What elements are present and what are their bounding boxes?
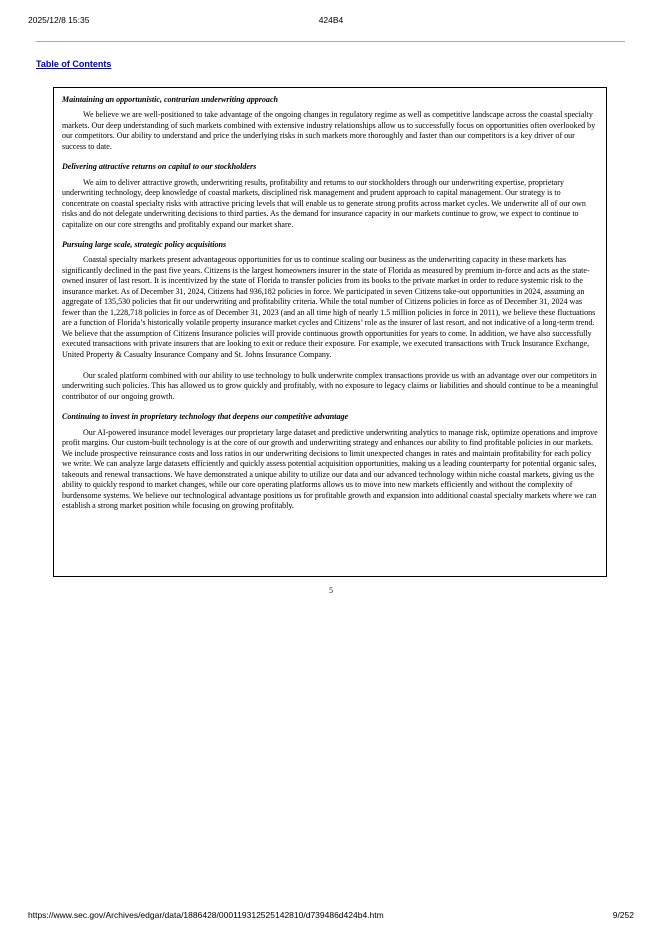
section-paragraph: Our AI-powered insurance model leverages our proprietary large dataset and predictive underwriting analytics to manage risk, optimize operations and improve profit margins. Our custom-built technology is at the core of our growth and underwriting strategy and enhances our ability to find profitable policies in our markets. We include prospective reinsurance costs and loss ratios in our underwriting decisions to limit unexpected changes in rates and maintain profitability for each policy we write. We can analyze large datasets efficiently and quickly assess potential acquisition opportunities, making us a leading counterparty for potential organic sales, takeouts and renewal transactions. We have demonstrated a unique ability to utilize our data and our advanced technology within niche coastal markets, giving us the ability to quickly respond to market changes, while our core operating platforms allows us to move into new markets efficiently and without the complexity of burdensome systems. We believe our technological advantage positions us for profitable growth and expansion into additional coastal specialty markets where we can establish a strong market position while focusing on growing profitably. <box>62 427 598 510</box>
section-paragraph: We aim to deliver attractive growth, underwriting results, profitability and returns to our stockholders through our underwriting expertise, proprietary underwriting technology, deep knowledge of coastal markets, disciplined risk management and prudent approach to capital management. Our strategy is to concentrate on coastal specialty risks with attractive pricing levels that will enable us to generate strong profits across market cycles. We underwrite all of our own risks and do not delegate underwriting decisions to third parties. As the demand for insurance capacity in our markets continue to grow, we expect to continue to capitalize on our core strengths and profitably expand our market share. <box>62 177 586 229</box>
section-heading: Continuing to invest in proprietary technology that deepens our competitive advantage <box>62 412 349 422</box>
print-datetime: 2025/12/8 15:35 <box>28 15 90 25</box>
section-paragraph: Coastal specialty markets present advantageous opportunities for us to continue scaling our business as the underwriting capacity in these markets has significantly declined in the past five years. Citizens is the largest homeowners insurer in the state of Florida as measured by premium in-force and acts as the state-owned insurer of last resort. It is incentivized by the state of Florida to transfer policies from its books to the private market in order to reduce systemic risk to the insurance market. As of December 31, 2024, Citizens had 936,182 policies in force. We participated in seven Citizens take-out opportunities in 2024, assuming an aggregate of 135,530 policies that fit our underwriting and profitability criteria. While the total number of Citizens policies in force as of December 31, 2024 was fewer than the 1,228,718 policies in force as of December 31, 2023 (and an all time high of nearly 1.5 million policies in force in 2011), we believe these fluctuations are a function of Florida’s historically volatile property insurance market cycles and Citizens’ role as the insurer of last resort, and not indicative of a long-term trend. We believe that the assumption of Citizens Insurance policies will provide continuous growth opportunities for years to come. In addition, we have also successfully executed transactions with private insurers that are looking to exit or reduce their exposure. For example, we executed transactions with Truck Insurance Exchange, United Property & Casualty Insurance Company and St. Johns Insurance Company. <box>62 255 596 359</box>
page-url: https://www.sec.gov/Archives/edgar/data/1886428/000119312525142810/d739486d424b4.htm <box>28 910 384 920</box>
section-heading: Pursuing large scale, strategic policy acquisitions <box>62 239 227 249</box>
section-heading: Delivering attractive returns on capital to our stockholders <box>62 162 257 172</box>
table-of-contents-link[interactable]: Table of Contents <box>36 59 112 69</box>
document-title: 424B4 <box>318 15 344 25</box>
page-number: 5 <box>329 586 333 595</box>
print-page-count: 9/252 <box>612 910 634 920</box>
header-divider <box>36 41 625 42</box>
section-heading: Maintaining an opportunistic, contrarian underwriting approach <box>62 95 278 104</box>
section-paragraph: We believe we are well-positioned to take advantage of the ongoing changes in regulatory regime as well as competitive landscape across the coastal specialty markets. Our deep understanding of such markets combined with extensive industry relationships allow us to successfully focus on opportunities often overlooked by our competitors. Our ability to understand and price the underlying risks in such markets more thoroughly and faster than our competitors is a key driver of our success to date. <box>62 110 596 151</box>
strategy-box <box>53 87 607 577</box>
section-paragraph: Our scaled platform combined with our ability to use technology to bulk underwrite complex transactions provide us with an advantage over our competitors in underwriting such policies. This has allowed us to grow quickly and profitably, with no exposure to legacy claims or liabilities and should continue to be a meaningful contributor of our ongoing growth. <box>62 370 599 401</box>
